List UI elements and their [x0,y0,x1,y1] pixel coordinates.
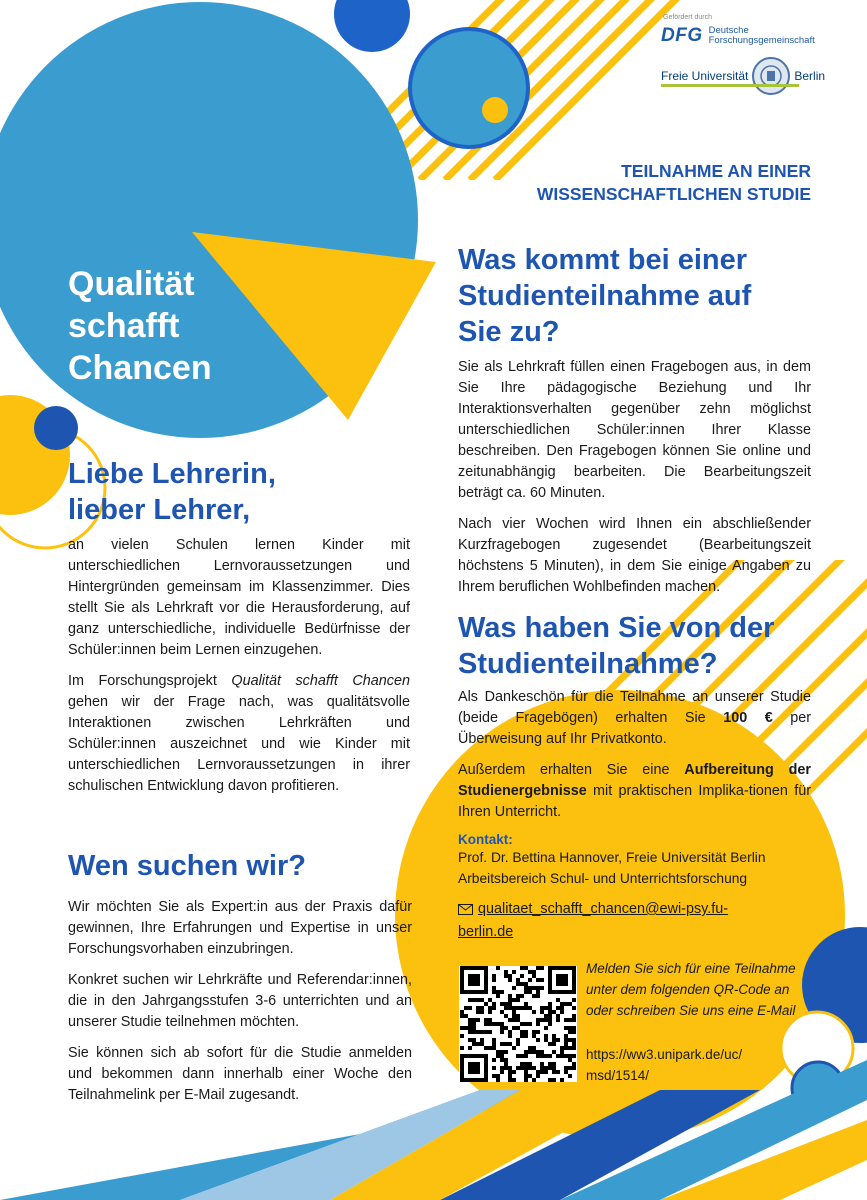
greeting-line-1: Liebe Lehrerin, [68,458,276,490]
dfg-funded-label: Gefördert durch [663,14,713,21]
qr-code-icon[interactable] [459,966,577,1082]
fu-logo [661,57,825,95]
was-kommt-section [458,357,811,598]
was-haben-section [458,687,811,823]
was-haben-p2-pre: Außerdem erhalten Sie eine [458,762,685,778]
email-line-1: qualitaet_schafft_chancen@ewi-psy.fu- [478,901,729,917]
hero-line-2: schafft [68,307,180,345]
kontakt-dept: Arbeitsbereich Schul- und Unterrichtsforschung [458,871,748,886]
was-kommt-paragraph-2: Nach vier Wochen wird Ihnen ein abschließender Kurzfragebogen zugesendet (Bearbeitungszeit höchstens 5 Minuten), in dem Sie einige Angaben zu Ihrem beruflichen Wohlbefinden machen. [458,516,811,595]
was-haben-p1-post: per Überweisung auf Ihr Privatkonto. [458,710,811,747]
was-haben-line-2: Studienteilnahme? [458,648,718,680]
wen-paragraph-1: Wir möchten Sie als Expert:in aus der Praxis dafür gewinnen, Ihre Erfahrungen und Expertise in unser Forschungsvorhaben einzubringen. [68,899,412,957]
was-haben-paragraph-2 [458,760,811,823]
was-kommt-heading [458,242,811,350]
fu-seal-icon [752,57,790,95]
kontakt-heading: Kontakt: [458,832,513,847]
project-name: Qualität schafft Chancen [231,673,410,689]
was-haben-paragraph-1 [458,687,811,750]
kontakt-name: Prof. Dr. Bettina Hannover, Freie Universität Berlin [458,850,766,865]
hero-title [68,263,212,389]
intro-paragraph-2 [68,671,410,797]
dfg-logo [661,25,819,47]
intro-p2-pre: Im Forschungsprojekt [68,673,232,689]
tagline [470,160,811,206]
was-haben-p2-post: mit praktischen Implika-tionen für Ihren Unterricht. [458,783,811,820]
reward-amount: 100 € [723,710,773,726]
was-kommt-paragraph-1: Sie als Lehrkraft füllen einen Fragebogen aus, in dem Sie Ihre pädagogische Beziehung und Ihr Interaktionsverhalten gegenüber zehn möglichst unterschiedlichen Schüler:innen Ihrer Klasse beschreiben. Den Fragebogen können Sie online und zeitunabhängig bearbeiten. Die Bearbeitungszeit beträgt ca. 60 Minuten. [458,359,811,501]
was-kommt-line-3: Sie zu? [458,316,560,348]
tagline-line-2: WISSENSCHAFTLICHEN STUDIE [536,184,811,204]
dfg-mark: DFG [661,25,703,46]
dfg-name: Deutsche Forschungsgemeinschaft [708,25,815,46]
intro-p2-post: gehen wir der Frage nach, was qualitätsvolle Interaktionen zwischen Lehrkräften und Schüler:innen auszeichnet und wie Kinder mit unterschiedlichen Lernvoraussetzungen in ihrer schulischen Entwicklung davon profitieren. [68,694,410,794]
email-line-2: berlin.de [458,924,514,940]
email-link[interactable] [458,901,728,940]
fu-name-1: Freie Universität [661,69,749,83]
signup-url-line-2: msd/1514/ [586,1068,650,1083]
hero-line-3: Chancen [68,349,212,387]
hero-line-1: Qualität [68,265,195,303]
greeting-heading [68,456,408,528]
tagline-line-1: TEILNAHME AN EINER [621,161,811,181]
wen-heading: Wen suchen wir? [68,850,306,882]
fu-underline [661,84,799,87]
intro-paragraph-1: an vielen Schulen lernen Kinder mit unterschiedlichen Lernvoraussetzungen und Hintergründen gemeinsam im Klassenzimmer. Dies stellt Sie als Lehrkraft vor die Herausforderung, auf ganz unterschiedliche, individuelle Bedürfnisse der Schüler:innen beim Lernen einzugehen. [68,537,410,658]
greeting-line-2: lieber Lehrer, [68,494,251,526]
intro-section [68,535,410,797]
results-highlight: Aufbereitung der Studienergebnisse [458,762,811,799]
wen-paragraph-3: Sie können sich ab sofort für die Studie anmelden und bekommen dann innerhalb einer Woche den Teilnahmelink per E-Mail zugesandt. [68,1045,412,1103]
signup-text: Melden Sie sich für eine Teilnahme unter dem folgenden QR-Code an oder schreiben Sie uns eine E-Mail [586,961,796,1018]
mail-icon [458,901,474,922]
kontakt-section [458,832,811,943]
wen-paragraph-2: Konkret suchen wir Lehrkräfte und Referendar:innen, die in den Jahrgangsstufen 3-6 unterrichten und an unserer Studie teilnehmen möchten. [68,972,412,1030]
was-haben-heading [458,610,811,682]
fu-name-2: Berlin [794,69,826,83]
signup-url-line-1: https://ww3.unipark.de/uc/ [586,1047,743,1062]
signup-url[interactable] [586,1044,786,1086]
was-haben-p1-pre: Als Dankeschön für die Teilnahme an unserer Studie (beide Fragebögen) erhalten Sie [458,689,811,726]
wen-section [68,897,412,1106]
was-kommt-line-2: Studienteilnahme auf [458,280,752,312]
was-kommt-line-1: Was kommt bei einer [458,244,748,276]
kontakt-email[interactable] [458,899,811,943]
was-haben-line-1: Was haben Sie von der [458,612,775,644]
